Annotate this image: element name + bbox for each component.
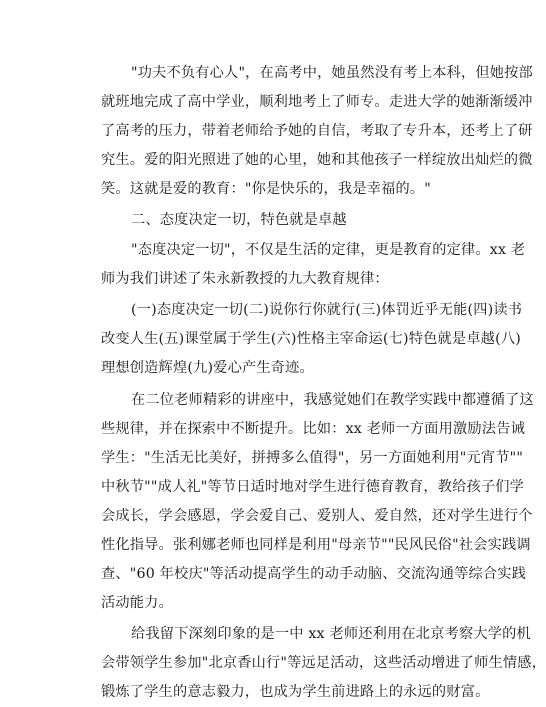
paragraph-6-line-2: 会带领学生参加"北京香山行"等远足活动，这些活动增进了师生情感， bbox=[101, 655, 546, 671]
paragraph-3-line-1: "态度决定一切"，不仅是生活的定律，更是教育的定律。xx 老 bbox=[131, 242, 526, 258]
paragraph-1-line-4: 究生。爱的阳光照进了她的心里，她和其他孩子一样绽放出灿烂的微 bbox=[101, 152, 533, 168]
paragraph-4-line-1: (一)态度决定一切(二)说你行你就行(三)体罚近乎无能(四)读书 bbox=[131, 302, 523, 318]
paragraph-1-line-1: "功夫不负有心人"，在高考中，她虽然没有考上本科，但她按部 bbox=[131, 65, 533, 81]
paragraph-5-line-5: 会成长，学会感恩，学会爱自己、爱别人、爱自然，还对学生进行个 bbox=[101, 508, 533, 524]
section-heading: 二、态度决定一切，特色就是卓越 bbox=[131, 212, 347, 228]
paragraph-5-line-2: 些规律，并在探索中不断提升。比如：xx 老师一方面用激励法告诫 bbox=[101, 421, 525, 437]
paragraph-5-line-4: 中秋节""成人礼"等节日适时地对学生进行德育教育，教给孩子们学 bbox=[101, 479, 525, 495]
paragraph-1-line-2: 就班地完成了高中学业，顺利地考上了师专。走进大学的她渐渐缓冲 bbox=[101, 94, 533, 110]
paragraph-6-line-3: 锻炼了学生的意志毅力，也成为学生前进路上的永远的财富。 bbox=[101, 684, 490, 700]
paragraph-5-line-8: 活动能力。 bbox=[101, 595, 173, 611]
paragraph-3-line-2: 师为我们讲述了朱永新教授的九大教育规律： bbox=[101, 271, 389, 287]
paragraph-5-line-6: 性化指导。张利娜老师也同样是利用"母亲节""民风民俗"社会实践调 bbox=[101, 537, 531, 553]
paragraph-4-line-3: 理想创造辉煌(九)爱心产生奇迹。 bbox=[101, 360, 314, 376]
paragraph-5-line-7: 查、"60 年校庆"等活动提高学生的动手动脑、交流沟通等综合实践 bbox=[101, 566, 527, 582]
paragraph-6-line-1: 给我留下深刻印象的是一中 xx 老师还利用在北京考察大学的机 bbox=[131, 626, 531, 642]
paragraph-1-line-5: 笑。这就是爱的教育："你是快乐的，我是幸福的。" bbox=[101, 181, 431, 197]
paragraph-5-line-3: 学生："生活无比美好，拼搏多么值得"，另一方面她利用"元宵节"" bbox=[101, 450, 524, 466]
paragraph-4-line-2: 改变人生(五)课堂属于学生(六)性格主宰命运(七)特色就是卓越(八) bbox=[101, 331, 521, 347]
paragraph-1-line-3: 了高考的压力，带着老师给予她的自信，考取了专升本，还考上了研 bbox=[101, 123, 533, 139]
paragraph-5-line-1: 在二位老师精彩的讲座中，我感觉她们在教学实践中都遵循了这 bbox=[131, 392, 534, 408]
